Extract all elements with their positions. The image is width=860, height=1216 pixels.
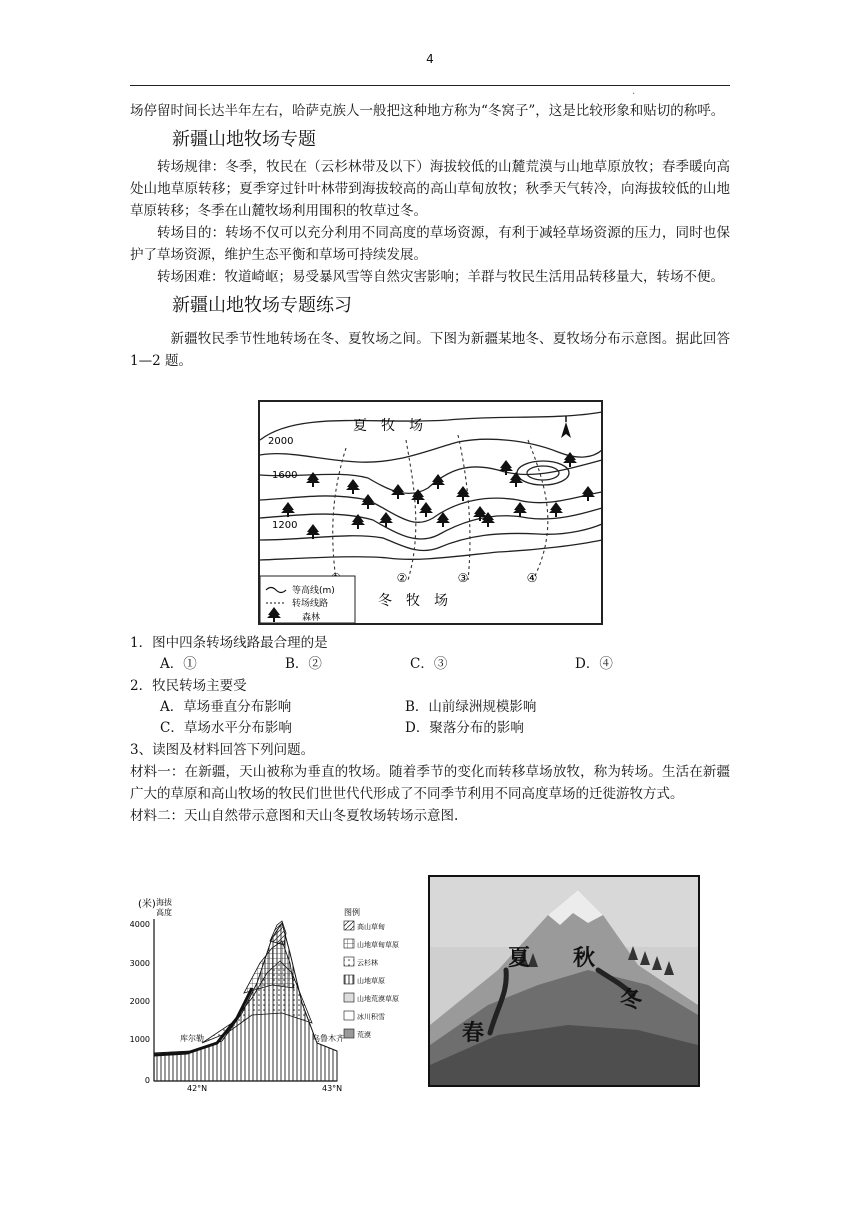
zones-legend: [344, 907, 399, 1039]
x-tick-42n: 42°N: [187, 1084, 208, 1093]
question-1-options: [130, 654, 730, 675]
document-body: [130, 100, 730, 827]
legend-spruce-forest: 云杉林: [357, 959, 378, 967]
y-tick-1000: 1000: [129, 1035, 150, 1044]
q1-option-a: A．①: [160, 656, 197, 672]
q2-option-a: A．草场垂直分布影响: [160, 699, 292, 715]
question-2-options-row1: [130, 697, 730, 718]
summer-pasture-label: 夏 牧 场: [353, 418, 423, 434]
y-tick-0: 0: [144, 1076, 150, 1085]
legend-desert: 荒漠: [357, 1031, 371, 1039]
legend-title: 图例: [344, 908, 360, 917]
q2-option-d: D．聚落分布的影响: [405, 720, 524, 736]
legend-desert-steppe: 山地荒漠草原: [357, 995, 399, 1003]
map-legend: [260, 576, 355, 623]
pasture-map: [258, 400, 603, 625]
legend-glacier: 冰川积雪: [357, 1013, 385, 1021]
question-1-stem: 1．图中四条转场线路最合理的是: [130, 635, 328, 651]
y-tick-4000: 4000: [129, 920, 150, 929]
place-korla: 库尔勒: [180, 1034, 204, 1043]
season-autumn: 秋: [573, 945, 596, 971]
y-tick-2000: 2000: [129, 997, 150, 1006]
season-winter: 冬: [620, 987, 643, 1013]
question-2-options-row2: [130, 718, 730, 739]
figures-row: [129, 875, 730, 1093]
q2-option-c: C．草场水平分布影响: [160, 720, 292, 736]
contour-label-2000: 2000: [268, 436, 294, 447]
place-urumqi: 乌鲁木齐: [312, 1034, 344, 1043]
legend-route: 转场线路: [292, 599, 329, 609]
legend-mountain-steppe: 山地草原: [357, 977, 385, 985]
y-unit: (米): [138, 899, 156, 910]
season-summer: 夏: [508, 945, 531, 971]
question-2-stem: 2．牧民转场主要受: [130, 678, 247, 694]
season-spring: 春: [462, 1020, 485, 1046]
x-tick-43n: 43°N: [322, 1084, 343, 1093]
legend-alpine-meadow: 高山草甸: [357, 923, 385, 931]
paragraph-rule: 转场规律：冬季，牧民在（云杉林带及以下）海拔较低的山麓荒漠与山地草原放牧；春季暖向高处山地草原转移；夏季穿过针叶林带到海拔较高的高山草甸放牧；秋季天气转冷，向海拔较低的山地草原转移；冬季在山麓牧场利用围积的牧草过冬。: [130, 159, 730, 219]
y-tick-3000: 3000: [129, 959, 150, 968]
stray-dot: .: [632, 86, 636, 97]
paragraph-difficulty: 转场困难：牧道崎岖；易受暴风雪等自然灾害影响；羊群与牧民生活用品转移量大，转场不便。: [157, 269, 724, 285]
continuation-paragraph: 场停留时间长达半年左右，哈萨克族人一般把这种地方称为“冬窝子”，这是比较形象和贴切的称呼。: [130, 103, 725, 119]
legend-contour: 等高线(m): [292, 586, 335, 596]
route-label-4: ④: [526, 571, 538, 585]
route-label-2: ②: [396, 571, 408, 585]
q1-option-b: B．②: [285, 656, 322, 672]
route-label-3: ③: [457, 571, 469, 585]
material-1: 材料一：在新疆，天山被称为垂直的牧场。随着季节的变化而转移草场放牧，称为转场。生活在新疆广大的草原和高山牧场的牧民们世世代代形成了不同季节利用不同高度草场的迁徙游牧方式。: [130, 764, 730, 802]
material-2: 材料二：天山自然带示意图和天山冬夏牧场转场示意图.: [130, 808, 459, 824]
legend-meadow-steppe: 山地草甸草原: [357, 941, 399, 949]
contour-label-1600: 1600: [272, 470, 298, 481]
tianshan-zones-figure: [129, 893, 400, 1093]
page-number: 4: [426, 52, 434, 66]
exercise-intro: 新疆牧民季节性地转场在冬、夏牧场之间。下图为新疆某地冬、夏牧场分布示意图。据此回答 1—2 题。: [130, 331, 730, 369]
q2-option-b: B．山前绿洲规模影响: [405, 699, 537, 715]
y-title-line1: 海拔: [156, 898, 172, 907]
winter-pasture-label: 冬 牧 场: [378, 593, 448, 609]
paragraph-purpose: 转场目的：转场不仅可以充分利用不同高度的草场资源，有利于减轻草场资源的压力，同时也保护了草场资源，维护生态平衡和草场可持续发展。: [130, 225, 730, 263]
header-rule: [130, 85, 730, 86]
q1-option-c: C．③: [410, 656, 448, 672]
y-title-line2: 高度: [156, 908, 172, 917]
contour-label-1200: 1200: [272, 520, 298, 531]
seasonal-migration-figure: [428, 875, 700, 1087]
section-title-exercise: 新疆山地牧场专题练习: [172, 295, 352, 316]
legend-forest: 森林: [302, 613, 321, 623]
question-3-stem: 3、读图及材料回答下列问题。: [130, 742, 315, 758]
q1-option-d: D．④: [575, 656, 613, 672]
section-title-pasture: 新疆山地牧场专题: [172, 129, 316, 150]
